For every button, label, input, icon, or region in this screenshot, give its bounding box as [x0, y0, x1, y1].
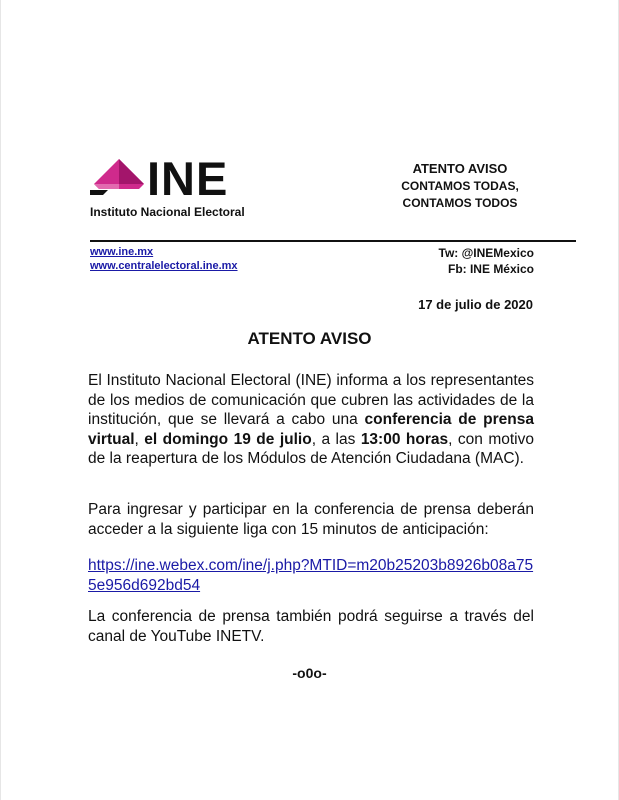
paragraph-instructions: Para ingresar y participar en la conferencia de prensa deberán acceder a la siguiente liga con 15 minutos de anticipación: [88, 501, 534, 538]
header-notice [375, 160, 545, 212]
facebook-handle: Fb: INE México [447, 262, 534, 276]
link-ine-mx[interactable]: www.ine.mx [90, 246, 154, 258]
header-divider [90, 240, 576, 242]
twitter-handle: Tw: @INEMexico [438, 246, 534, 260]
p1-text-1: El Instituto Nacional Electoral (INE) informa a los representantes de los medios de comunicación que cubren las actividades de la institución, que se llevará a cabo una [88, 372, 534, 428]
p1-text-3: , a las [311, 430, 361, 448]
webex-link[interactable]: https://ine.webex.com/ine/j.php?MTID=m20b25203b8926b08a755e956d692bd54 [88, 557, 534, 594]
slogan-line-1: CONTAMOS TODAS, [401, 179, 519, 193]
closing-mark: -o0o- [292, 665, 327, 681]
logo-subtitle: Instituto Nacional Electoral [90, 205, 245, 219]
ine-logo [90, 152, 290, 221]
slogan-line-2: CONTAMOS TODOS [402, 196, 518, 210]
p1-bold-time: 13:00 horas [360, 430, 449, 448]
document-date: 17 de julio de 2020 [418, 297, 533, 312]
p1-text-2: , [134, 430, 145, 448]
paragraph-youtube: La conferencia de prensa también podrá seguirse a través del canal de YouTube INETV. [88, 608, 534, 645]
website-links [90, 245, 238, 273]
paragraph-announcement [88, 371, 534, 469]
webex-link-paragraph [88, 556, 534, 595]
ine-diamond-icon [90, 157, 150, 203]
link-central-electoral[interactable]: www.centralelectoral.ine.mx [90, 260, 238, 272]
logo-wordmark: INE [147, 152, 229, 205]
header-notice-title: ATENTO AVISO [412, 161, 508, 176]
p1-bold-date: el domingo 19 de julio [144, 430, 312, 448]
p1-bold-conference: conferencia de prensa virtual [88, 411, 534, 448]
page-title: ATENTO AVISO [247, 329, 372, 348]
social-handles [439, 245, 535, 277]
p1-text-4: , con motivo de la reapertura de los Módulos de Atención Ciudadana (MAC). [88, 430, 534, 467]
